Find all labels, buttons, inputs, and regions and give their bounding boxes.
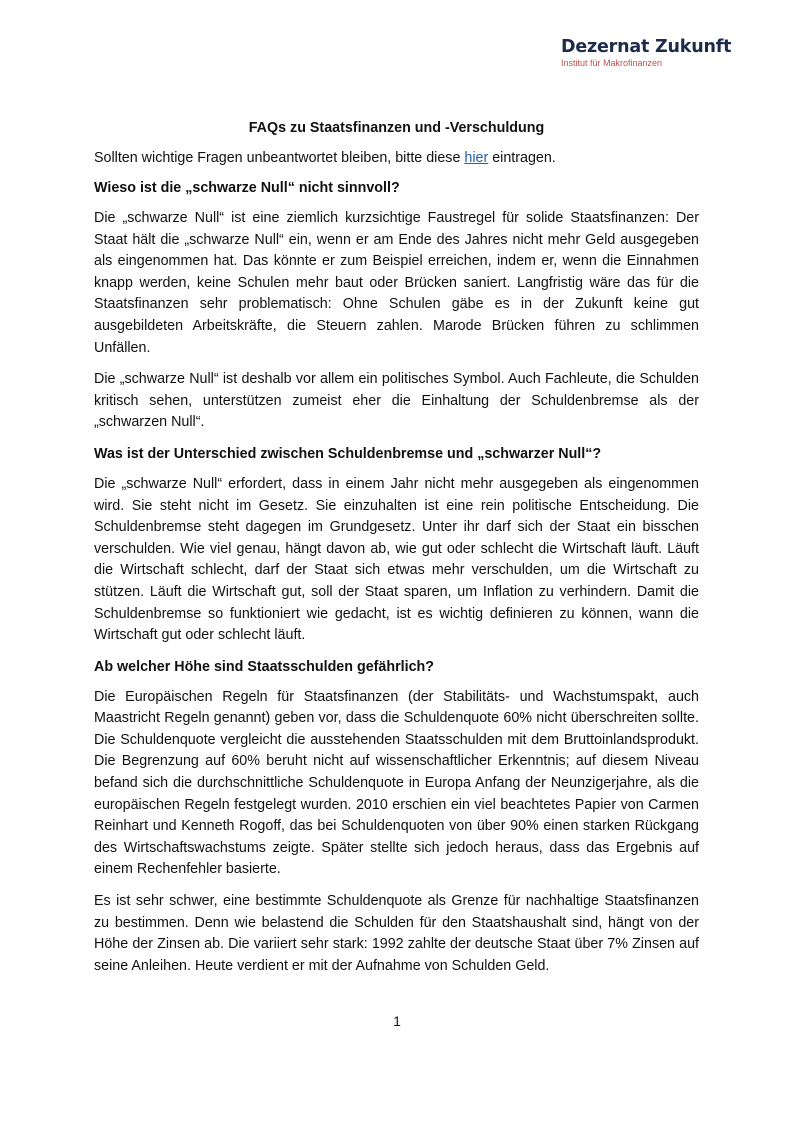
section-paragraph: Die „schwarze Null“ ist deshalb vor allem ein politisches Symbol. Auch Fachleute, die Schulden kritisch sehen, unterstützen zumeist eher die Einhaltung der Schuldenbremse als der „schwarzen Null“. — [94, 371, 699, 431]
intro-text — [94, 148, 699, 168]
logo — [561, 37, 761, 69]
logo-tagline: Institut für Makrofinanzen — [561, 58, 663, 68]
section-heading: Was ist der Unterschied zwischen Schuldenbremse und „schwarzer Null“? — [94, 445, 602, 462]
section-paragraph: Die „schwarze Null“ erfordert, dass in einem Jahr nicht mehr ausgegeben als eingenommen wird. Sie steht nicht im Gesetz. Sie einzuhalten ist eine rein politische Entscheidung. Die Schuldenbremse steht dagegen im Grundgesetz. Unter ihr darf sich der Staat ein bisschen verschulden. Wie viel genau, hängt davon ab, wie gut oder schlecht die Wirtschaft läuft. Läuft die Wirtschaft schlecht, darf der Staat sich etwas mehr verschulden, um die Wirtschaft zu stützen. Läuft die Wirtschaft gut, soll der Staat sparen, um Inflation zu verhindern. Damit die Schuldenbremse so funktioniert wie gedacht, ist es wichtig definieren zu können, wann die Wirtschaft gut oder schlecht läuft. — [94, 475, 699, 644]
section-paragraph: Es ist sehr schwer, eine bestimmte Schuldenquote als Grenze für nachhaltige Staatsfinanzen zu bestimmen. Denn wie belastend die Schulden für den Staatshaushalt sind, hängt von der Höhe der Zinsen ab. Die variiert sehr stark: 1992 zahlte der deutsche Staat über 7% Zinsen auf seine Anleihen. Heute verdient er mit der Aufnahme von Schulden Geld. — [94, 893, 699, 974]
logo-name: Dezernat Zukunft — [561, 37, 732, 57]
intro-text-before: Sollten wichtige Fragen unbeantwortet bleiben, bitte diese — [94, 150, 465, 166]
page-number: 1 — [393, 1013, 401, 1029]
section-heading: Wieso ist die „schwarze Null“ nicht sinnvoll? — [94, 180, 400, 196]
section-paragraph: Die „schwarze Null“ ist eine ziemlich kurzsichtige Faustregel für solide Staatsfinanzen: Der Staat hält die „schwarze Null“ ein, wenn er am Ende des Jahres nicht mehr Geld ausgegeben als eingenommen hat. Das könnte er zum Beispiel erreichen, indem er, wenn die Einnahmen knapp werden, keine Schulen mehr baut oder Brücken saniert. Langfristig wäre das für die Staatsfinanzen sehr problematisch: Ohne Schulen gäbe es in der Zukunft keine gut ausgebildeten Arbeitskräfte, die Steuern zahlen. Marode Brücken führen zu schlimmen Unfällen. — [94, 210, 699, 356]
form-link[interactable]: hier — [464, 150, 489, 166]
intro-text-after: eintragen. — [488, 150, 556, 166]
section-heading: Ab welcher Höhe sind Staatsschulden gefährlich? — [94, 658, 435, 675]
document-title: FAQs zu Staatsfinanzen und -Verschuldung — [248, 120, 545, 136]
document-body — [94, 118, 699, 987]
section-paragraph: Die Europäischen Regeln für Staatsfinanzen (der Stabilitäts- und Wachstumspakt, auch Maastricht Regeln genannt) geben vor, dass die Schuldenquote 60% nicht überschreiten sollte. Die Schuldenquote vergleicht die ausstehenden Staatsschulden mit dem Bruttoinlandsprodukt. Die Begrenzung auf 60% beruht nicht auf wissenschaftlicher Erkenntnis; auf diesem Niveau befand sich die durchschnittliche Schuldenquote in Europa Anfang der Neunzigerjahre, als die europäischen Regeln festgelegt wurden. 2010 erschien ein viel beachtetes Papier von Carmen Reinhart und Kenneth Rogoff, das bei Schuldenquoten von über 90% einen starken Rückgang des Wirtschaftswachstums zeigte. Später stellte sich jedoch heraus, dass das Ergebnis auf einem Rechenfehler basierte. — [94, 688, 699, 878]
